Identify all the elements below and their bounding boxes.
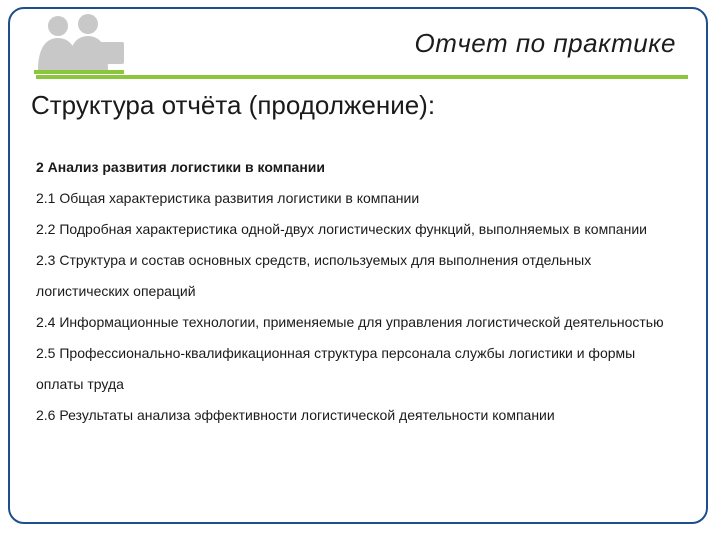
report-structure-list bbox=[36, 152, 686, 431]
header-divider bbox=[36, 75, 688, 79]
list-item: 2 Анализ развития логистики в компании bbox=[36, 159, 325, 175]
header-title: Отчет по практике bbox=[414, 28, 676, 58]
list-item: 2.4 Информационные технологии, применяемые для управления логистической деятельностью bbox=[36, 314, 664, 330]
slide-title: Структура отчёта (продолжение): bbox=[31, 90, 436, 120]
people-silhouette-icon bbox=[28, 12, 128, 78]
list-item: 2.3 Структура и состав основных средств, используемых для выполнения отдельных логистических операций bbox=[36, 252, 592, 299]
list-item: 2.2 Подробная характеристика одной-двух логистических функций, выполняемых в компании bbox=[36, 221, 647, 237]
list-item: 2.5 Профессионально-квалификационная структура персонала службы логистики и формы оплаты труда bbox=[36, 345, 636, 392]
list-item: 2.1 Общая характеристика развития логистики в компании bbox=[36, 190, 420, 206]
list-item: 2.6 Результаты анализа эффективности логистической деятельности компании bbox=[36, 407, 555, 423]
